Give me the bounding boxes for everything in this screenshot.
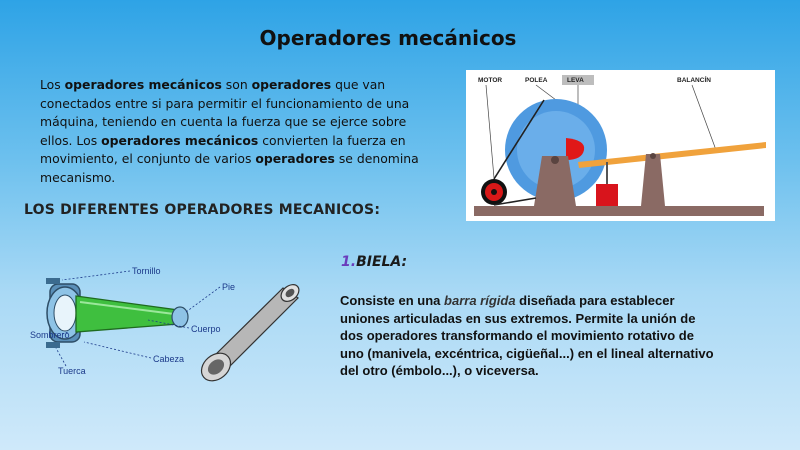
intro-text: que van conectados entre si para permitir el funcionamiento de una máquina, teniendo en cuenta la fuerza que se ejerce sobre ellos. Los — [40, 77, 410, 148]
item-description — [340, 292, 720, 380]
weight-block — [596, 184, 618, 206]
motor-label: MOTOR — [478, 77, 503, 84]
item-number: 1. — [341, 254, 357, 270]
balancin-label: BALANCÍN — [677, 77, 711, 84]
section-title: LOS DIFERENTES OPERADORES MECANICOS: — [24, 202, 381, 218]
lever-fulcrum — [641, 154, 665, 206]
intro-bold-term: operadores — [251, 77, 332, 92]
sombrero-label: Sombrero — [30, 330, 70, 340]
base-plate — [474, 206, 764, 216]
desc-emphasis: barra rígida — [444, 293, 516, 308]
intro-text: son — [221, 77, 252, 92]
intro-paragraph — [40, 76, 440, 188]
intro-text: se denomina mecanismo. — [40, 151, 419, 185]
slide-title: Operadores mecánicos — [259, 26, 517, 50]
intro-bold-term: operadores — [255, 151, 335, 167]
intro-bold-term: operadores mecánicos — [64, 77, 222, 92]
biela-diagram — [28, 262, 306, 384]
desc-text-2: diseñada para establecer uniones articuladas en sus extremos. Permite la unión de dos operadores transformando el movimiento rotativo de uno (manivela, excéntrica, cigüeñal...) en el lineal alternativo del otro (émbolo...), o viceversa. — [340, 293, 714, 378]
biela-body — [76, 296, 178, 332]
leva-label: LEVA — [567, 77, 584, 84]
cabeza-label: Cabeza — [153, 354, 185, 364]
tornillo-label: Tornillo — [132, 266, 161, 276]
desc-text-1: Consiste en una — [340, 293, 445, 308]
pie-label: Pie — [222, 282, 236, 292]
tuerca-label: Tuerca — [58, 366, 86, 376]
cuerpo-label: Cuerpo — [191, 324, 221, 334]
mechanism-svg — [466, 70, 775, 221]
item-title: BIELA: — [356, 254, 408, 270]
polea-label: POLEA — [525, 77, 548, 84]
biela-svg — [28, 262, 306, 384]
item-heading — [341, 254, 407, 270]
intro-bold-term: operadores mecánicos — [101, 132, 259, 148]
intro-text: Los — [40, 77, 65, 92]
intro-text: convierten la fuerza en movimiento, el conjunto de varios — [40, 132, 406, 167]
mechanism-diagram — [466, 70, 775, 221]
